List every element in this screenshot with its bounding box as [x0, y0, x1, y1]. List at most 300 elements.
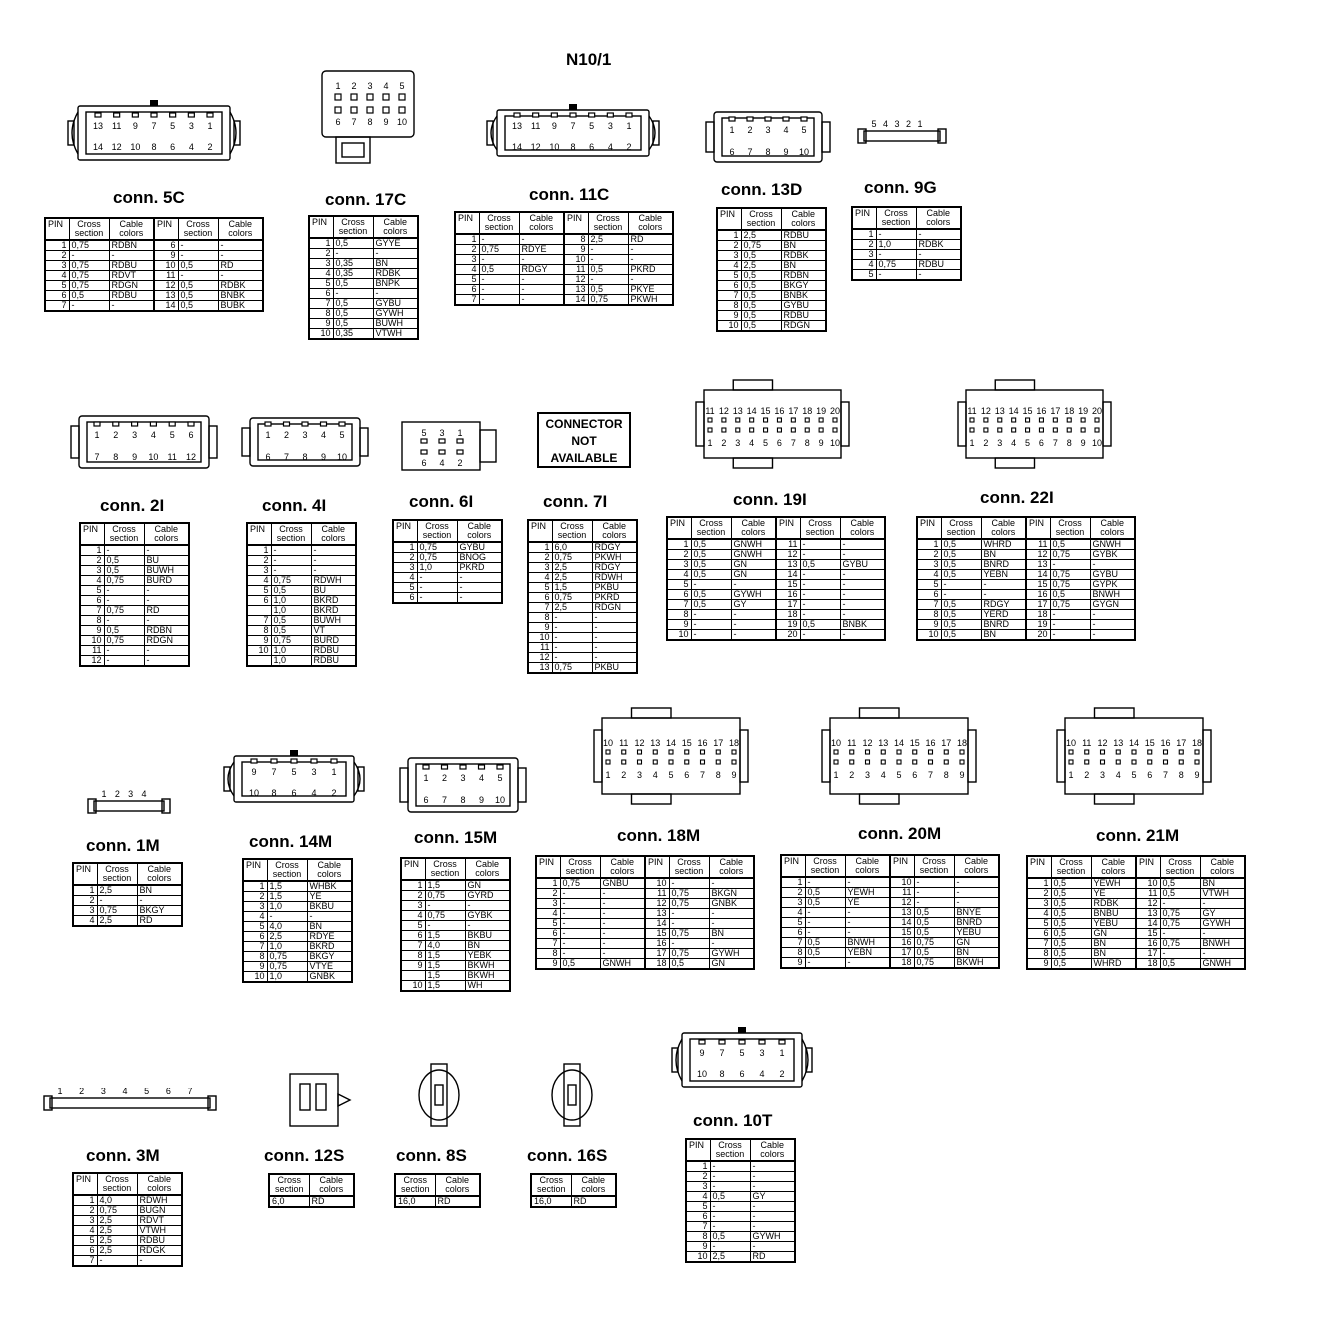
pin-label: 8 — [715, 770, 721, 780]
cable-color-cell: - — [1090, 620, 1135, 630]
cross-section-cell: - — [941, 580, 981, 590]
cable-color-cell: GN — [465, 880, 510, 891]
pin-number-cell: 4 — [781, 908, 805, 918]
pin-number-cell: 4 — [1027, 909, 1051, 919]
cross-section-cell: 0,75 — [97, 906, 137, 916]
cross-section-cell: 0,35 — [333, 259, 373, 269]
table-row — [717, 291, 826, 301]
cross-section-cell: 0,75 — [1050, 550, 1090, 560]
pin-label: 3 — [864, 770, 871, 780]
pin-number-cell: 2 — [401, 891, 425, 901]
pin-label: 3 — [132, 430, 138, 440]
pin-label: 9 — [478, 795, 485, 805]
cable-color-cell: GN — [954, 938, 999, 948]
pin-label: 2 — [114, 790, 120, 799]
connector-16s-drawing — [548, 1058, 596, 1132]
table-row — [247, 636, 356, 646]
pin-number-cell: 7 — [528, 603, 552, 613]
cross-section-cell: 0,5 — [271, 626, 311, 636]
pin-number-cell: 15 — [776, 580, 800, 590]
pin-label: 2 — [747, 125, 753, 135]
pin-label: 4 — [783, 125, 789, 135]
cable-color-cell: - — [600, 889, 645, 899]
table-row — [455, 275, 673, 285]
pin-number-cell: 18 — [645, 959, 669, 970]
cable-color-cell: - — [840, 630, 885, 641]
connector-14m-drawing — [220, 748, 368, 810]
cross-section-cell: - — [104, 656, 144, 667]
table-row — [528, 663, 637, 674]
cross-section-cell: - — [588, 275, 628, 285]
pin-number-cell: 18 — [890, 958, 914, 969]
cross-section-cell: 0,5 — [691, 550, 731, 560]
pin-label: 7 — [699, 770, 706, 780]
cable-color-cell: BKWH — [465, 971, 510, 981]
pin-number-cell: 18 — [1026, 610, 1050, 620]
pin-number-cell: 9 — [717, 311, 741, 321]
table-row — [686, 1182, 795, 1192]
cross-section-cell: 0,75 — [425, 911, 465, 921]
pin-number-cell: 2 — [781, 888, 805, 898]
cable-color-cell: - — [750, 1202, 795, 1212]
cross-section-cell: - — [876, 229, 916, 240]
cross-section-cell: - — [800, 580, 840, 590]
cable-color-cell: RD — [750, 1252, 795, 1263]
cable-color-cell: - — [600, 909, 645, 919]
cable-color-cell: - — [750, 1242, 795, 1252]
pin-number-cell: 13 — [154, 291, 178, 301]
cross-section-cell: 0,5 — [178, 301, 218, 312]
pin-label: 11 — [111, 121, 122, 131]
cable-color-cell: - — [457, 573, 502, 583]
pin-label: 2 — [79, 1088, 85, 1096]
table-row — [917, 550, 1135, 560]
pin-label: 8 — [367, 117, 373, 127]
cable-color-cell: - — [916, 250, 961, 260]
cross-section-cell: 0,75 — [914, 958, 954, 969]
cable-colors-header: Cable colors — [731, 517, 776, 539]
connector-9g-pin-table — [851, 206, 962, 281]
pin-header: PIN — [781, 855, 805, 877]
cross-section-cell: - — [710, 1242, 750, 1252]
pin-number-cell: 1 — [73, 885, 97, 896]
table-row — [667, 620, 885, 630]
pin-number-cell: 9 — [401, 961, 425, 971]
table-row — [667, 580, 885, 590]
pin-label: 20 — [829, 406, 841, 416]
cable-color-cell: - — [592, 613, 637, 623]
pin-label: 2 — [849, 770, 855, 780]
pin-label: 5 — [399, 81, 405, 91]
pin-header: PIN — [243, 859, 267, 881]
cable-color-cell: GYBK — [1090, 550, 1135, 560]
pin-label: 15 — [760, 406, 771, 416]
pin-number-cell: 5 — [80, 586, 104, 596]
pin-number-cell: 8 — [564, 234, 588, 245]
cable-color-cell: - — [1200, 949, 1245, 959]
cross-section-cell: 0,5 — [691, 560, 731, 570]
pin-label: 18 — [1064, 406, 1075, 416]
na-line-2: NOT — [571, 434, 597, 448]
pin-number-cell: 1 — [852, 229, 876, 240]
cross-section-cell: 1,0 — [271, 646, 311, 656]
pin-label: 18 — [802, 406, 813, 416]
table-row — [686, 1212, 795, 1222]
pin-label: 1 — [423, 773, 429, 783]
cable-colors-header: Cable colors — [750, 1139, 795, 1161]
cross-section-cell: 2,5 — [741, 261, 781, 271]
cross-section-cell: - — [560, 899, 600, 909]
table-row — [393, 553, 502, 563]
table-row — [401, 981, 510, 992]
cross-section-cell: 1,0 — [271, 606, 311, 616]
pin-number-cell: 12 — [154, 281, 178, 291]
pin-label: 3 — [759, 1048, 765, 1058]
cable-color-cell: RDBK — [373, 269, 418, 279]
cross-section-cell: - — [1050, 560, 1090, 570]
cross-section-cell: 2,5 — [588, 234, 628, 245]
pin-label: 11 — [847, 738, 857, 748]
cross-section-cell: 0,5 — [941, 560, 981, 570]
connector-18m-label: conn. 18M — [617, 826, 701, 845]
cable-color-cell: - — [519, 234, 564, 245]
cable-color-cell: BNBU — [1091, 909, 1136, 919]
pin-label: 1 — [729, 125, 735, 135]
cross-section-header: Cross section — [560, 856, 600, 878]
cable-color-cell: GYWH — [731, 590, 776, 600]
pin-number-cell: 5 — [45, 281, 69, 291]
table-row — [686, 1202, 795, 1212]
cross-section-cell: 1,5 — [425, 961, 465, 971]
pin-number-cell: 18 — [1136, 959, 1160, 970]
table-row — [80, 586, 189, 596]
pin-label: 17 — [1050, 406, 1061, 416]
table-row — [309, 238, 418, 249]
table-row — [455, 255, 673, 265]
pin-label: 3 — [997, 438, 1003, 448]
pin-number-cell: 10 — [154, 261, 178, 271]
pin-number-cell: 5 — [528, 583, 552, 593]
cross-section-cell: 0,5 — [800, 560, 840, 570]
cable-color-cell: GYWH — [750, 1232, 795, 1242]
pin-label: 6 — [1147, 770, 1153, 780]
cross-section-cell: 0,5 — [560, 959, 600, 970]
table-row — [309, 269, 418, 279]
pin-number-cell: 17 — [1136, 949, 1160, 959]
pin-label: 4 — [188, 142, 194, 152]
table-row — [536, 929, 754, 939]
pin-number-cell: 2 — [45, 251, 69, 261]
pin-label: 1 — [335, 81, 341, 91]
pin-number-cell: 4 — [455, 265, 479, 275]
pin-label: 2 — [626, 142, 632, 152]
table-row — [393, 573, 502, 583]
cross-section-cell: 1,0 — [267, 902, 307, 912]
cable-color-cell: - — [750, 1212, 795, 1222]
cable-color-cell: RDBU — [781, 311, 826, 321]
cable-color-cell: GYWH — [1200, 919, 1245, 929]
cross-section-header: Cross section — [741, 208, 781, 230]
cable-color-cell: - — [592, 633, 637, 643]
cross-section-header: Cross section — [914, 855, 954, 877]
pin-number-cell: 17 — [645, 949, 669, 959]
table-row — [717, 241, 826, 251]
cable-color-cell: GNWH — [731, 539, 776, 550]
cable-color-cell: RDGN — [781, 321, 826, 332]
cable-color-cell: RD — [571, 1196, 616, 1207]
pin-label: 4 — [652, 770, 658, 780]
table-row — [455, 265, 673, 275]
cable-color-cell: - — [954, 888, 999, 898]
cable-color-cell: RDGN — [592, 603, 637, 613]
pin-number-cell: 11 — [528, 643, 552, 653]
pin-number-cell: 3 — [80, 566, 104, 576]
cable-color-cell: BN — [465, 941, 510, 951]
cable-color-cell: - — [218, 240, 263, 251]
pin-label: 4 — [478, 773, 485, 783]
cable-color-cell: - — [1200, 899, 1245, 909]
table-row — [243, 922, 352, 932]
cross-section-cell: 0,75 — [104, 576, 144, 586]
na-line-3: AVAILABLE — [550, 451, 618, 465]
cable-colors-header: Cable colors — [781, 208, 826, 230]
cross-section-cell: 0,5 — [941, 630, 981, 641]
table-row — [401, 951, 510, 961]
cable-color-cell: RD — [218, 261, 263, 271]
cable-color-cell: GNBK — [709, 899, 754, 909]
pin-label: 3 — [894, 119, 900, 129]
connector-2i-pin-table — [79, 522, 190, 667]
pin-label: 4 — [320, 430, 327, 440]
cross-section-cell: 0,5 — [941, 620, 981, 630]
pin-number-cell: 13 — [528, 663, 552, 674]
pin-number-cell: 17 — [890, 948, 914, 958]
table-row — [401, 931, 510, 941]
pin-header: PIN — [564, 212, 588, 234]
pin-label: 5 — [170, 121, 176, 131]
pin-label: 15 — [1022, 406, 1033, 416]
cross-section-cell: - — [479, 255, 519, 265]
cable-color-cell: GYYE — [373, 238, 418, 249]
pin-label: 7 — [187, 1088, 193, 1096]
pin-number-cell: 3 — [73, 906, 97, 916]
table-row — [45, 291, 263, 301]
cross-section-cell: - — [805, 908, 845, 918]
cross-section-cell: 2,5 — [97, 1216, 137, 1226]
pin-label: 1 — [917, 119, 923, 129]
cross-section-cell: - — [560, 889, 600, 899]
pin-label: 6 — [739, 1069, 745, 1079]
pin-number-cell: 1 — [309, 238, 333, 249]
cable-color-cell: - — [311, 545, 356, 556]
cable-color-cell: - — [1090, 630, 1135, 641]
cable-color-cell: RDWH — [137, 1195, 182, 1206]
pin-number-cell: 4 — [667, 570, 691, 580]
pin-label: 10 — [549, 142, 560, 152]
cross-section-cell: 0,75 — [69, 261, 109, 271]
pin-label: 2 — [983, 438, 989, 448]
cable-color-cell: - — [840, 550, 885, 560]
cross-section-cell: 0,5 — [1160, 959, 1200, 970]
cable-color-cell: BNWH — [1090, 590, 1135, 600]
cable-color-cell: RDBU — [311, 646, 356, 656]
pin-label: 5 — [668, 770, 674, 780]
pin-number-cell: 7 — [686, 1222, 710, 1232]
table-row — [80, 545, 189, 556]
pin-label: 8 — [804, 438, 810, 448]
pin-label: 16 — [774, 406, 785, 416]
cable-color-cell: BNRD — [981, 560, 1026, 570]
cross-section-cell: - — [1050, 630, 1090, 641]
cross-section-cell: 0,5 — [104, 556, 144, 566]
connector-9g-label: conn. 9G — [864, 178, 937, 197]
pin-number-cell: 14 — [776, 570, 800, 580]
pin-number-cell: 5 — [917, 580, 941, 590]
cross-section-cell: 2,5 — [97, 885, 137, 896]
pin-label: 5 — [169, 430, 175, 440]
pin-number-cell: 13 — [890, 908, 914, 918]
cable-color-cell: - — [307, 912, 352, 922]
table-row — [247, 646, 356, 656]
pin-number-cell: 5 — [717, 271, 741, 281]
cable-color-cell: BN — [1091, 939, 1136, 949]
pin-label: 9 — [383, 117, 389, 127]
pin-number-cell: 6 — [536, 929, 560, 939]
pin-number-cell: 14 — [645, 919, 669, 929]
pin-label: 12 — [185, 452, 197, 462]
pin-number-cell: 12 — [564, 275, 588, 285]
pin-number-cell: 7 — [45, 301, 69, 312]
pin-number-cell: 4 — [528, 573, 552, 583]
pin-header: PIN — [80, 523, 104, 545]
pin-number-cell: 3 — [393, 563, 417, 573]
pin-number-cell: 3 — [401, 901, 425, 911]
cable-color-cell: RDBU — [109, 291, 154, 301]
pin-number-cell: 5 — [243, 922, 267, 932]
pin-label: 2 — [351, 81, 357, 91]
cable-color-cell: BKRD — [311, 596, 356, 606]
cable-color-cell: GYBU — [781, 301, 826, 311]
pin-number-cell: 1 — [536, 878, 560, 889]
cable-color-cell: BNYE — [954, 908, 999, 918]
pin-number-cell: 15 — [1136, 929, 1160, 939]
cross-section-cell: - — [710, 1212, 750, 1222]
pin-label: 8 — [151, 142, 157, 152]
table-row — [455, 285, 673, 295]
table-row — [401, 880, 510, 891]
pin-label: 10 — [829, 438, 841, 448]
cross-section-cell: 0,35 — [333, 329, 373, 340]
pin-label: 1 — [833, 770, 839, 780]
connector-7i-pin-table — [527, 519, 638, 674]
cross-section-cell: - — [876, 270, 916, 281]
cable-color-cell: - — [144, 586, 189, 596]
pin-label: 4 — [607, 142, 613, 152]
cable-color-cell: - — [845, 877, 890, 888]
cable-color-cell: - — [845, 928, 890, 938]
table-row — [243, 972, 352, 983]
cross-section-cell: 0,5 — [178, 291, 218, 301]
pin-number-cell: 13 — [645, 909, 669, 919]
cable-color-cell: GYBU — [373, 299, 418, 309]
cross-section-cell: - — [1160, 929, 1200, 939]
cable-colors-header: Cable colors — [1200, 856, 1245, 878]
cable-color-cell: - — [600, 899, 645, 909]
pin-label: 17 — [1176, 738, 1187, 748]
cable-color-cell: RDBU — [916, 260, 961, 270]
pin-number-cell: 19 — [1026, 620, 1050, 630]
pin-label: 6 — [335, 117, 341, 127]
pin-number-cell: 18 — [776, 610, 800, 620]
cable-color-cell: - — [750, 1182, 795, 1192]
pin-number-cell: 6 — [309, 289, 333, 299]
pin-label: 3 — [460, 773, 466, 783]
pin-label: 6 — [1038, 438, 1044, 448]
pin-label: 9 — [132, 121, 138, 131]
pin-number-cell: 3 — [686, 1182, 710, 1192]
pin-number-cell: 2 — [717, 241, 741, 251]
pin-number-cell: 11 — [776, 539, 800, 550]
cross-section-cell: 0,5 — [333, 299, 373, 309]
pin-label: 8 — [1066, 438, 1072, 448]
pin-label: 5 — [896, 770, 902, 780]
table-row — [243, 892, 352, 902]
cable-color-cell: BUWH — [144, 566, 189, 576]
cable-color-cell: - — [519, 275, 564, 285]
table-row — [852, 240, 961, 250]
cable-color-cell: - — [1090, 560, 1135, 570]
cross-section-cell: - — [560, 919, 600, 929]
pin-number-cell: 12 — [1136, 899, 1160, 909]
table-row — [717, 261, 826, 271]
cable-colors-header: Cable colors — [307, 859, 352, 881]
pin-label: 4 — [141, 790, 147, 799]
connector-5c-drawing — [64, 98, 244, 168]
cross-section-header: Cross section — [178, 218, 218, 240]
cable-color-cell: GYRD — [465, 891, 510, 901]
cable-color-cell: RDBK — [218, 281, 263, 291]
cross-section-cell: - — [267, 912, 307, 922]
cross-section-cell: 0,5 — [333, 279, 373, 289]
table-row — [80, 636, 189, 646]
pin-number-cell: 9 — [528, 623, 552, 633]
cross-section-cell: - — [333, 249, 373, 259]
cross-section-header: Cross section — [1050, 517, 1090, 539]
pin-number-cell: 7 — [401, 941, 425, 951]
pin-label: 5 — [1131, 770, 1137, 780]
connector-20m-label: conn. 20M — [858, 824, 942, 843]
pin-label: 6 — [684, 770, 690, 780]
pin-number-cell: 4 — [247, 576, 271, 586]
cross-section-header: Cross section — [97, 863, 137, 885]
cable-color-cell: BNOG — [457, 553, 502, 563]
pin-label: 1 — [457, 428, 463, 438]
cable-color-cell: YE — [307, 892, 352, 902]
table-row — [528, 563, 637, 573]
cross-section-cell: 0,75 — [669, 949, 709, 959]
cross-section-cell: 0,5 — [178, 281, 218, 291]
cable-color-cell: BU — [144, 556, 189, 566]
pin-number-cell: 9 — [243, 962, 267, 972]
table-row — [247, 566, 356, 576]
table-row — [73, 1246, 182, 1256]
cross-section-cell: - — [97, 1256, 137, 1267]
cable-color-cell: PKRD — [457, 563, 502, 573]
table-row — [73, 1206, 182, 1216]
table-row — [269, 1196, 354, 1207]
cable-color-cell: BN — [981, 550, 1026, 560]
pin-number-cell: 4 — [717, 261, 741, 271]
